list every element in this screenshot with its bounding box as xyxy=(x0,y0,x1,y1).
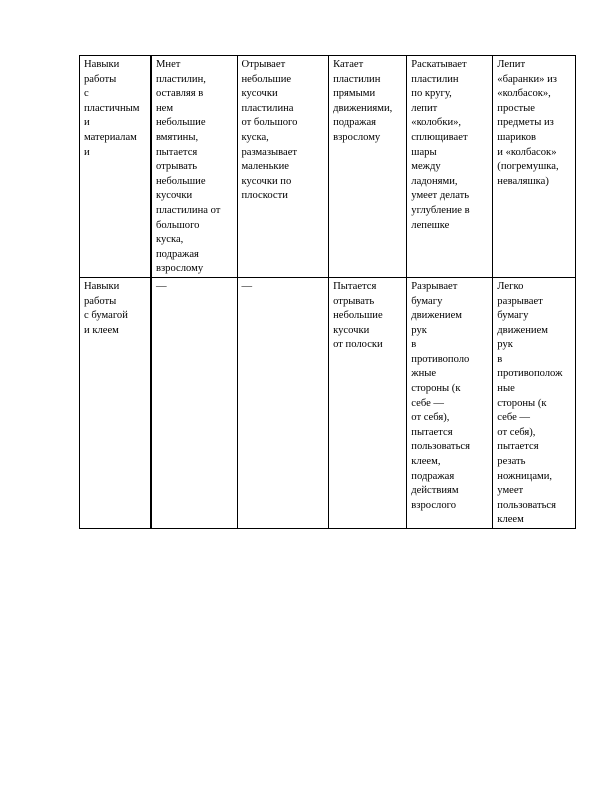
skills-table xyxy=(79,55,576,529)
table-cell: Отрывает небольшие кусочки пластилина от большого куска, размазывает маленькие кусочки по плоскости xyxy=(237,56,329,278)
table-cell-skill-name: Навыки работы с пластичным и материалам и xyxy=(80,56,151,278)
table-cell: Легко разрывает бумагу движением рук в противополож ные стороны (к себе — от себя), пытается резать ножницами, умеет пользоваться клеем xyxy=(493,277,576,528)
table-cell: Пытается отрывать небольшие кусочки от полоски xyxy=(329,277,407,528)
table-cell: Разрывает бумагу движением рук в противополо жные стороны (к себе — от себя), пытается пользоваться клеем, подражая действиям взрослого xyxy=(407,277,493,528)
table-cell: Раскатывает пластилин по кругу, лепит «колобки», сплющивает шары между ладонями, умеет делать углубление в лепешке xyxy=(407,56,493,278)
table-cell: Мнет пластилин, оставляя в нем небольшие вмятины, пытается отрывать небольшие кусочки пластилина от большого куска, подражая взрослому xyxy=(151,56,237,278)
table-cell: — xyxy=(151,277,237,528)
table-cell: Лепит «баранки» из «колбасок», простые предметы из шариков и «колбасок» (погремушка, неваляшка) xyxy=(493,56,576,278)
table-cell: — xyxy=(237,277,329,528)
table-row xyxy=(80,277,576,528)
table-cell: Катает пластилин прямыми движениями, подражая взрослому xyxy=(329,56,407,278)
table-row xyxy=(80,56,576,278)
table-cell-skill-name: Навыки работы с бумагой и клеем xyxy=(80,277,151,528)
